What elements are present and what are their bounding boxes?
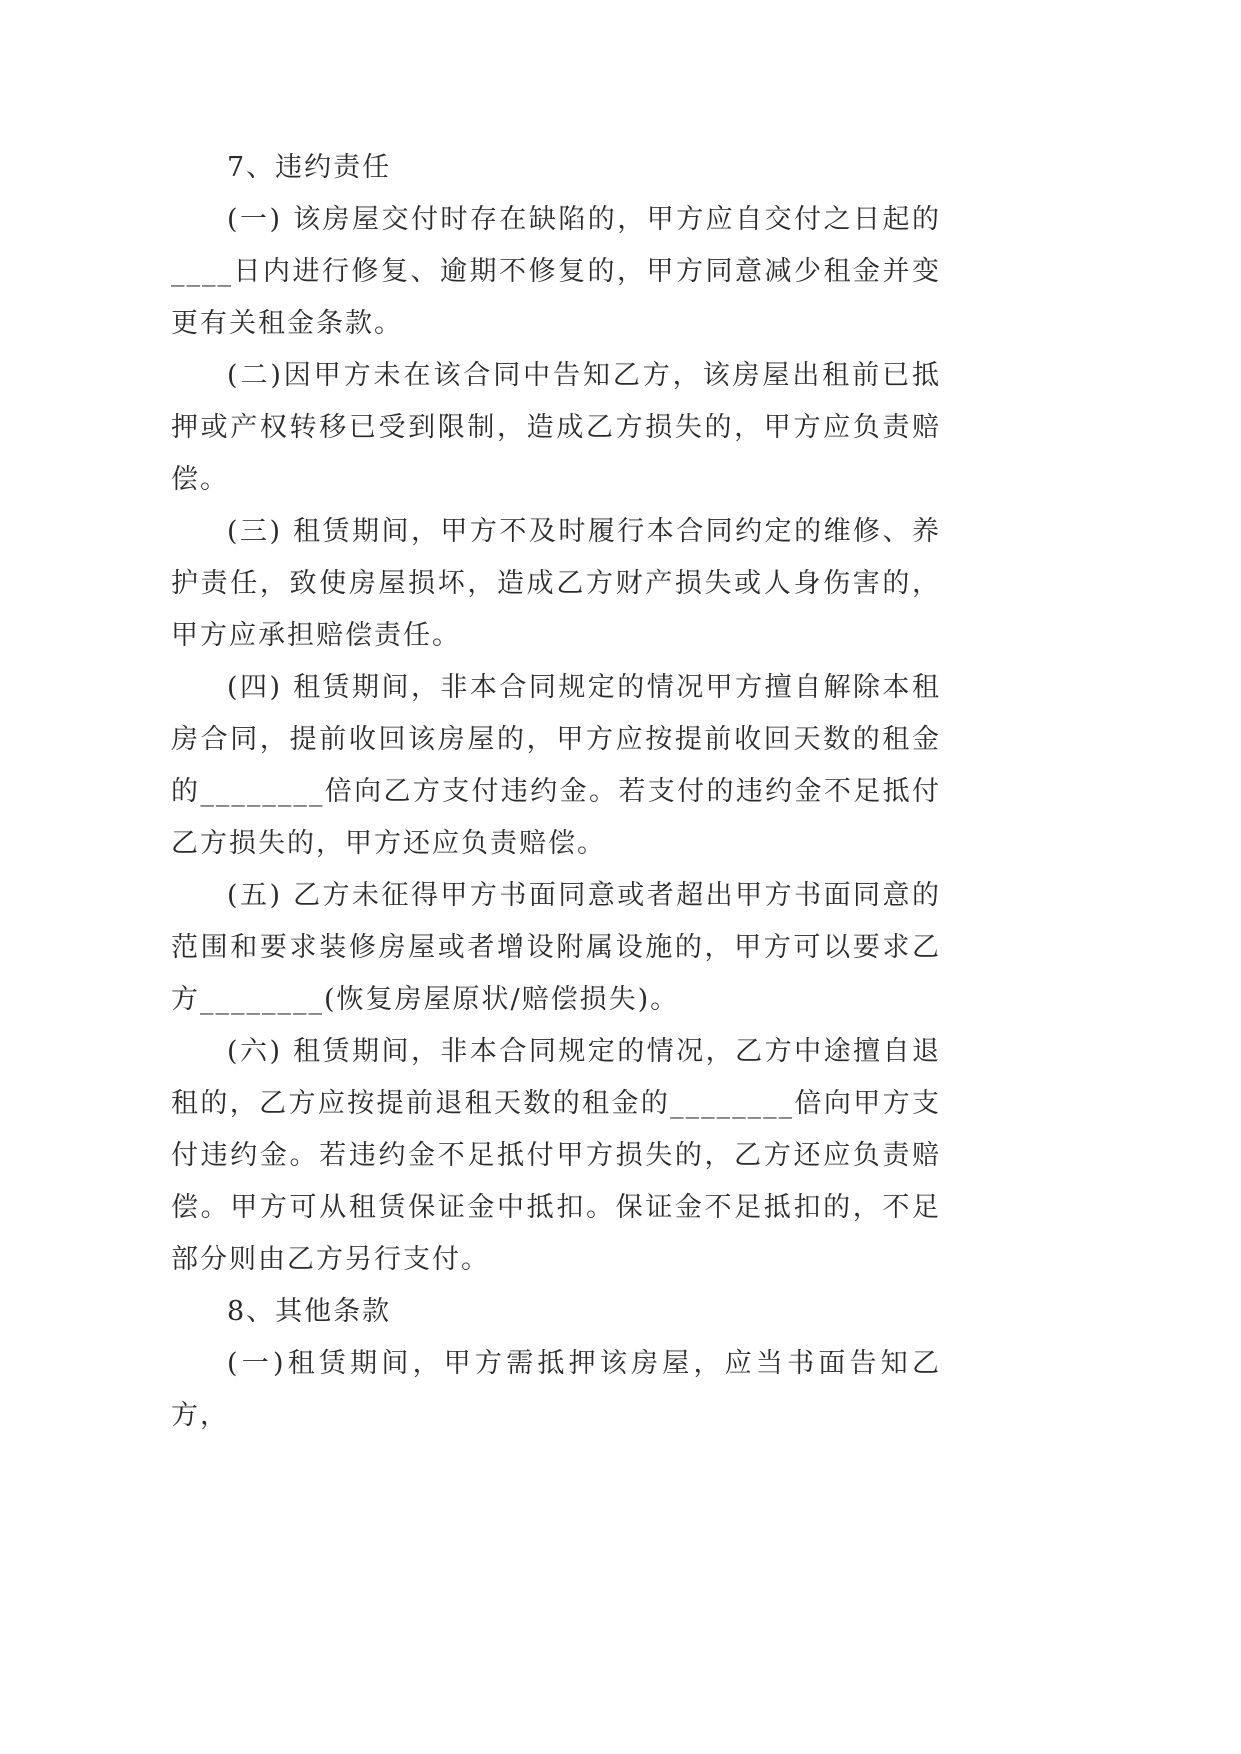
section-heading-8: 8、其他条款 — [227, 1296, 392, 1327]
clause-paragraph-2: (二)因甲方未在该合同中告知乙方，该房屋出租前已抵押或产权转移已受到限制，造成乙方损失的，甲方应负责赔偿。 — [171, 360, 941, 495]
clause-paragraph-6: (六) 租赁期间，非本合同规定的情况，乙方中途擅自退租的，乙方应按提前退租天数的租金的________倍向甲方支付违约金。若违约金不足抵付甲方损失的，乙方还应负责赔偿。甲方可从租赁保证金中抵扣。保证金不足抵扣的，不足部分则由乙方另行支付。 — [171, 1036, 941, 1275]
clause-paragraph-4: (四) 租赁期间，非本合同规定的情况甲方擅自解除本租房合同，提前收回该房屋的，甲方应按提前收回天数的租金的________倍向乙方支付违约金。若支付的违约金不足抵付乙方损失的，甲方还应负责赔偿。 — [171, 672, 941, 859]
clause-paragraph-8-1: (一)租赁期间，甲方需抵押该房屋，应当书面告知乙方， — [171, 1348, 941, 1431]
document-body — [171, 142, 941, 1442]
clause-paragraph-5: (五) 乙方未征得甲方书面同意或者超出甲方书面同意的范围和要求装修房屋或者增设附属设施的，甲方可以要求乙方________(恢复房屋原状/赔偿损失)。 — [171, 880, 941, 1015]
section-heading-7: 7、违约责任 — [227, 152, 392, 183]
clause-paragraph-3: (三) 租赁期间，甲方不及时履行本合同约定的维修、养护责任，致使房屋损坏，造成乙方财产损失或人身伤害的，甲方应承担赔偿责任。 — [171, 516, 941, 651]
clause-paragraph-1: (一) 该房屋交付时存在缺陷的，甲方应自交付之日起的____日内进行修复、逾期不修复的，甲方同意减少租金并变更有关租金条款。 — [171, 204, 941, 339]
